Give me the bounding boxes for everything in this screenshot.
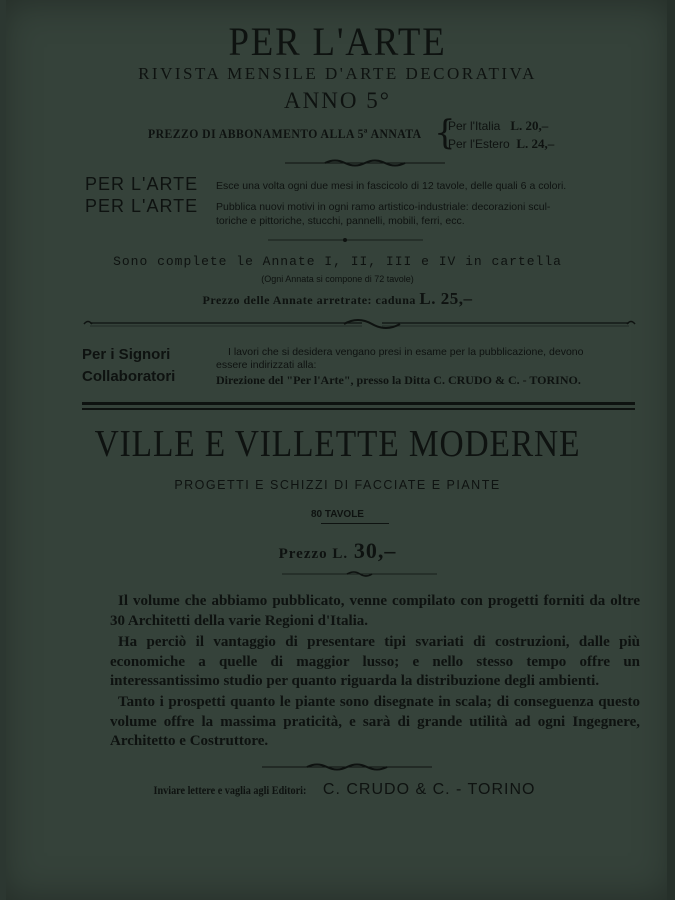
per-larte-label-1: PER L'ARTE: [85, 174, 199, 194]
year-label: ANNO 5°: [284, 88, 391, 113]
subscription-price: [148, 113, 608, 153]
section-rule-thin: [82, 408, 635, 410]
price-abroad: [448, 136, 554, 152]
collaborators-label-1: Per i Signori: [82, 346, 171, 363]
footer-editori: C. CRUDO & C. - TORINO: [322, 781, 536, 798]
annate-complete: Sono complete le Annate I, II, III e IV in cartella: [113, 254, 562, 269]
footer-inviare: Inviare lettere e vaglia agli Editori:: [153, 783, 306, 797]
publisher-footer: [0, 781, 675, 799]
per-larte-label-2: PER L'ARTE: [85, 196, 199, 216]
plates-underline: [321, 523, 389, 524]
book-plates-count: 80 TAVOLE: [311, 509, 364, 520]
ornament-divider-1: [285, 158, 445, 168]
price-italy-label: Per l'Italia: [448, 119, 501, 133]
magazine-title: PER L'ARTE: [228, 19, 447, 64]
price-italy: [448, 118, 548, 134]
book-paragraph-1: [110, 592, 640, 631]
per-larte-desc-2b: toriche e pittoriche, stucchi, pannelli, mobili, ferri, ecc.: [216, 215, 465, 227]
subscription-price-label: PREZZO DI ABBONAMENTO ALLA 5ª ANNATA: [148, 126, 422, 141]
page-right-edge: [667, 0, 675, 900]
book-price-label: Prezzo L.: [278, 546, 349, 562]
annate-arretrate-value: L. 25,–: [419, 289, 473, 308]
ornament-divider-5: [262, 762, 432, 772]
collaborators-direzione: Direzione del "Per l'Arte", presso la Ditta C. CRUDO & C. - TORINO.: [216, 373, 581, 387]
per-larte-desc-1: Esce una volta ogni due mesi in fascicolo di 12 tavole, delle quali 6 a colori.: [216, 180, 567, 192]
brace-glyph: {: [434, 113, 456, 153]
book-paragraph-3: [110, 693, 640, 752]
book-paragraph-1-text: Il volume che abbiamo pubblicato, venne compilato con progetti forniti da oltre 30 Architetti della varie Regioni d'Italia.: [110, 593, 640, 629]
per-larte-desc-2a: Pubblica nuovi motivi in ogni ramo artistico-industriale: decorazioni scul-: [216, 201, 551, 213]
book-price: [0, 538, 675, 564]
ornament-divider-4: [282, 570, 437, 578]
book-title: VILLE E VILLETTE MODERNE: [94, 423, 581, 465]
ornament-divider-2: [268, 236, 423, 244]
ornament-divider-3: [82, 316, 637, 332]
book-paragraph-2-text: Ha perciò il vantaggio di presentare tipi svariati di costruzioni, dalle più economiche a quelle di maggior lusso; e nello stesso tempo offre un interessantissimo studio per quanto riguarda la distribuzione degli ambienti.: [110, 634, 640, 689]
book-paragraph-2: [110, 633, 640, 692]
annate-note: (Ogni Annata si compone di 72 tavole): [261, 274, 414, 284]
page-left-edge: [0, 0, 6, 900]
collaborators-text-1: I lavori che si desidera vengano presi in esame per la pubblicazione, devono: [228, 346, 584, 358]
book-subtitle: PROGETTI E SCHIZZI DI FACCIATE E PIANTE: [174, 478, 501, 492]
book-price-value: 30,–: [353, 538, 397, 563]
price-abroad-value: L. 24,–: [516, 136, 555, 151]
book-paragraph-3-text: Tanto i prospetti quanto le piante sono disegnate in scala; di conseguenza questo volume offre la massima praticità, e sarà di grande utilità ad ogni Ingegnere, Architetto e Costruttore.: [110, 694, 640, 749]
magazine-subtitle: RIVISTA MENSILE D'ARTE DECORATIVA: [138, 64, 537, 83]
annate-arretrate-label: Prezzo delle Annate arretrate: caduna: [202, 293, 416, 307]
price-italy-value: L. 20,–: [510, 118, 549, 133]
price-abroad-label: Per l'Estero: [448, 137, 510, 151]
collaborators-label-2: Collaboratori: [82, 368, 176, 385]
section-rule-thick: [82, 402, 635, 405]
annate-arretrate-price: [0, 289, 675, 309]
collaborators-text-2: essere indirizzati alla:: [216, 359, 317, 371]
